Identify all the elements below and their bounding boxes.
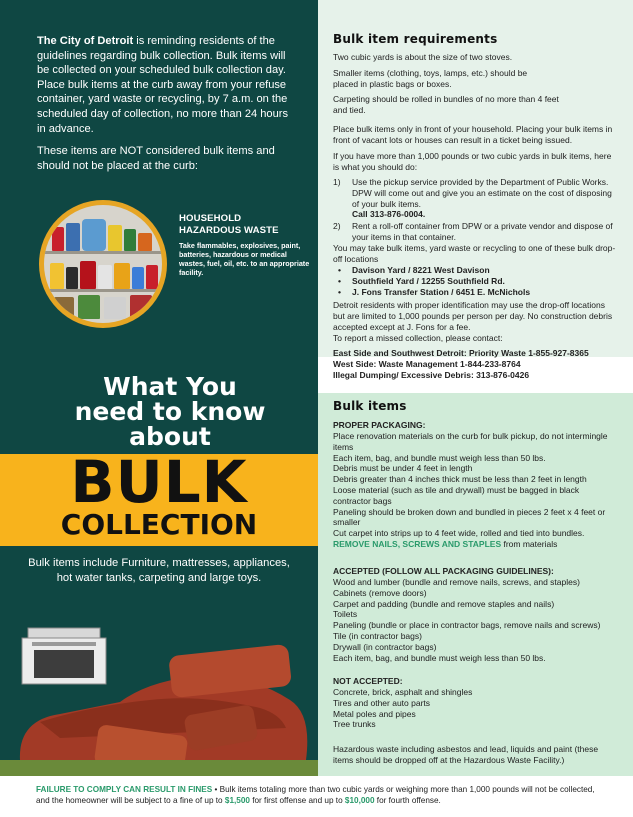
intro-paragraph: [37, 34, 299, 136]
contact-east-text: East Side and Southwest Detroit: Priority Waste 1-855-927-8365: [333, 348, 589, 358]
haz-title-line-1: HOUSEHOLD: [179, 213, 242, 224]
headline-line-1: What You: [103, 372, 237, 401]
couch-stove-illustration: [0, 610, 318, 776]
req-option-1-text: Use the pickup service provided by the Department of Public Works. DPW will come out and give you an estimate on the cost of disposing of your bulk items.: [352, 177, 612, 209]
accepted-list: [333, 577, 618, 663]
contact-east: [333, 348, 618, 359]
packaging-item: Debris greater than 4 inches thick must be less than 2 feet in length: [333, 474, 587, 485]
footer-text-4: for fourth offense.: [374, 796, 441, 805]
dropoff-locations: [333, 265, 618, 297]
req-p3a: Carpeting should be rolled in bundles of no more than 4 feet: [333, 94, 559, 104]
contact-dumping: [333, 370, 618, 381]
location-item: • Davison Yard / 8221 West Davison: [333, 265, 618, 276]
not-bulk-text: These items are NOT considered bulk items and should not be placed at the curb:: [37, 145, 275, 172]
contact-west-text: West Side: Waste Management 1-844-233-8764: [333, 359, 521, 369]
packaging-item: Debris must be under 4 feet in length: [333, 463, 473, 474]
accepted-item: Each item, bag, and bundle must weigh less than 50 lbs.: [333, 652, 546, 663]
req-p7: Detroit residents with proper identification may use the drop-off locations but are limited to 1,000 pounds per person per day. No construction debris accepted except at J. Fons for a fee.: [333, 300, 613, 332]
req-p2a: Smaller items (clothing, toys, lamps, etc.) should be: [333, 68, 528, 78]
accepted-item: Paneling (bundle or place in contractor bags, remove nails and screws): [333, 620, 601, 631]
haz-title-line-2: HAZARDOUS WASTE: [179, 224, 279, 236]
footer-text-3: for first offense and up to: [249, 796, 345, 805]
accepted-item: Tile (in contractor bags): [333, 630, 422, 641]
not-accepted-heading: [333, 676, 618, 687]
req-p3: [333, 94, 618, 116]
collection-word: COLLECTION: [60, 508, 258, 541]
req-option-2: [333, 221, 618, 242]
location-item: • J. Fons Transfer Station / 6451 E. McNichols: [333, 287, 618, 298]
req-p8: To report a missed collection, please contact:: [333, 333, 503, 343]
accepted-heading-text: ACCEPTED (FOLLOW ALL PACKAGING GUIDELINES):: [333, 566, 554, 576]
footer-fine-2: $10,000: [344, 796, 375, 805]
not-accepted-item: Tree trunks: [333, 719, 376, 730]
packaging-item: Place renovation materials on the curb for bulk pickup, do not intermingle items: [333, 431, 608, 452]
req-p2b: placed in plastic bags or boxes.: [333, 78, 452, 89]
remove-nails-rest: from materials: [501, 538, 558, 549]
footer-fine-1: $1,500: [224, 796, 250, 805]
headline-line-2: need to know: [74, 397, 266, 426]
footer-fines: [36, 784, 611, 806]
left-panel: [0, 0, 318, 776]
hazardous-note: Hazardous waste including asbestos and lead, liquids and paint (these items should be dropped off at the Hazardous Waste Facility.): [333, 744, 599, 765]
headline-line-3: about: [129, 422, 211, 451]
req-p3b: and tied.: [333, 104, 366, 115]
hazardous-waste-title: [179, 213, 309, 236]
req-option-1: [333, 177, 618, 220]
packaging-item: Loose material (such as tile and drywall) must be bagged in black contractor bags: [333, 484, 580, 506]
not-accepted-item: Tires and other auto parts: [333, 697, 431, 708]
packaging-item: Each item, bag, and bundle must weigh less than 50 lbs.: [333, 452, 546, 463]
req-option-1-num: 1): [333, 177, 341, 187]
bulk-items-heading: Bulk items: [333, 399, 407, 413]
req-p1: Two cubic yards is about the size of two stoves.: [333, 52, 513, 62]
req-p5: If you have more than 1,000 pounds or two cubic yards in bulk items, here is what you should do:: [333, 151, 612, 172]
headline-what-you-need: [40, 374, 300, 449]
accepted-item: Wood and lumber (bundle and remove nails, screws, and staples): [333, 577, 580, 587]
req-p6: You may take bulk items, yard waste or recycling to one of these bulk drop-off locations: [333, 243, 616, 264]
hazardous-waste-photo: [39, 200, 167, 328]
location-item: • Southfield Yard / 12255 Southfield Rd.: [333, 276, 618, 287]
req-option-1-call: Call 313-876-0004.: [352, 209, 426, 220]
not-accepted-item: Metal poles and pipes: [333, 708, 416, 719]
contact-dumping-text: Illegal Dumping/ Excessive Debris: 313-876-0426: [333, 370, 530, 380]
packaging-remove: [333, 539, 618, 550]
not-accepted-list: [333, 687, 618, 730]
footer-lead: FAILURE TO COMPLY CAN RESULT IN FINES: [36, 785, 213, 794]
req-option-2-text: Rent a roll-off container from DPW or a private vendor and dispose of your items in that container.: [352, 221, 613, 242]
hazardous-waste-description: Take flammables, explosives, paint, batteries, hazardous or medical wastes, fuel, oil, etc. to an appropriate facility.: [179, 241, 310, 277]
accepted-heading: [333, 566, 618, 577]
packaging-item: Paneling should be broken down and bundled in pieces 2 feet x 4 feet or smaller: [333, 506, 606, 528]
bulk-word: BULK: [70, 448, 248, 516]
contact-west: [333, 359, 618, 370]
req-p2: [333, 68, 618, 90]
requirements-heading: Bulk item requirements: [333, 32, 498, 46]
accepted-item: Carpet and padding (bundle and remove staples and nails): [333, 598, 555, 609]
packaging-heading-text: PROPER PACKAGING:: [333, 420, 426, 430]
packaging-item: Cut carpet into strips up to 4 feet wide, rolled and tied into bundles.: [333, 528, 585, 539]
footer-text-1: • Bulk items totaling more than two cubic yards or weighing more than 1,000 pounds will not be collected,: [212, 785, 595, 794]
accepted-item: Drywall (in contractor bags): [333, 641, 437, 652]
req-option-2-num: 2): [333, 221, 341, 231]
bulk-include-text: Bulk items include Furniture, mattresses, appliances, hot water tanks, carpeting and large toys.: [28, 557, 290, 584]
accepted-item: Toilets: [333, 609, 358, 620]
remove-nails-text: REMOVE NAILS, SCREWS AND STAPLES: [333, 538, 502, 549]
packaging-heading: [333, 420, 618, 431]
req-p4: Place bulk items only in front of your household. Placing your bulk items in front of vacant lots or houses can result in a ticket being issued.: [333, 124, 613, 145]
packaging-list: [333, 431, 618, 550]
intro-city: The City of Detroit: [37, 35, 134, 47]
not-accepted-heading-text: NOT ACCEPTED:: [333, 676, 403, 686]
accepted-item: Cabinets (remove doors): [333, 587, 427, 598]
not-accepted-item: Concrete, brick, asphalt and shingles: [333, 687, 473, 697]
footer-text-2: and the homeowner will be subject to a fine of up to: [36, 796, 225, 805]
intro-text: is reminding residents of the guidelines regarding bulk collection. Bulk items will be collected on your scheduled bulk collection day. Place bulk items at the curb away from your refuse container, yard waste or recycling, by 7 a.m. on the scheduled day of collection, no more than 24 hours in advance.: [37, 35, 289, 135]
